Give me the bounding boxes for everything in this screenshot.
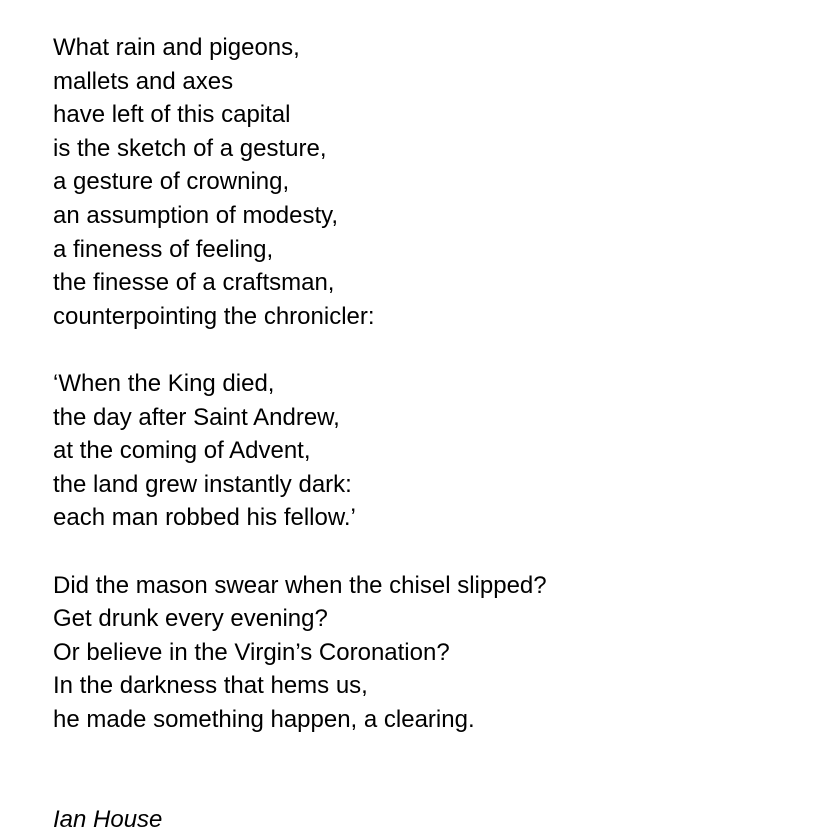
- poem-line: Or believe in the Virgin’s Coronation?: [53, 638, 450, 666]
- poem-line: Did the mason swear when the chisel slipped?: [53, 571, 547, 599]
- poem-line: is the sketch of a gesture,: [53, 134, 327, 162]
- poem-line: the land grew instantly dark:: [53, 470, 352, 498]
- stanza-1: [53, 31, 547, 333]
- poem-line: counterpointing the chronicler:: [53, 302, 375, 330]
- poem-line: at the coming of Advent,: [53, 437, 311, 465]
- poem-line: In the darkness that hems us,: [53, 672, 368, 700]
- stanza-2: [53, 367, 547, 535]
- poem-line: mallets and axes: [53, 67, 234, 95]
- poem-line: have left of this capital: [53, 101, 291, 129]
- poem-text: [53, 31, 547, 736]
- poem-line: ‘When the King died,: [53, 369, 275, 397]
- poem-line: Get drunk every evening?: [53, 605, 328, 633]
- poem-line: he made something happen, a clearing.: [53, 705, 475, 733]
- poem-line: each man robbed his fellow.’: [53, 504, 356, 532]
- stanza-break: [53, 333, 547, 367]
- poem-line: an assumption of modesty,: [53, 201, 339, 229]
- stanza-3: [53, 569, 547, 737]
- poem-line: a fineness of feeling,: [53, 235, 274, 263]
- poem-line: a gesture of crowning,: [53, 168, 290, 196]
- poem-line: the day after Saint Andrew,: [53, 403, 340, 431]
- poem-line: the finesse of a craftsman,: [53, 269, 335, 297]
- author-name: Ian House: [53, 806, 163, 833]
- poem-line: What rain and pigeons,: [53, 34, 300, 61]
- stanza-break: [53, 535, 547, 569]
